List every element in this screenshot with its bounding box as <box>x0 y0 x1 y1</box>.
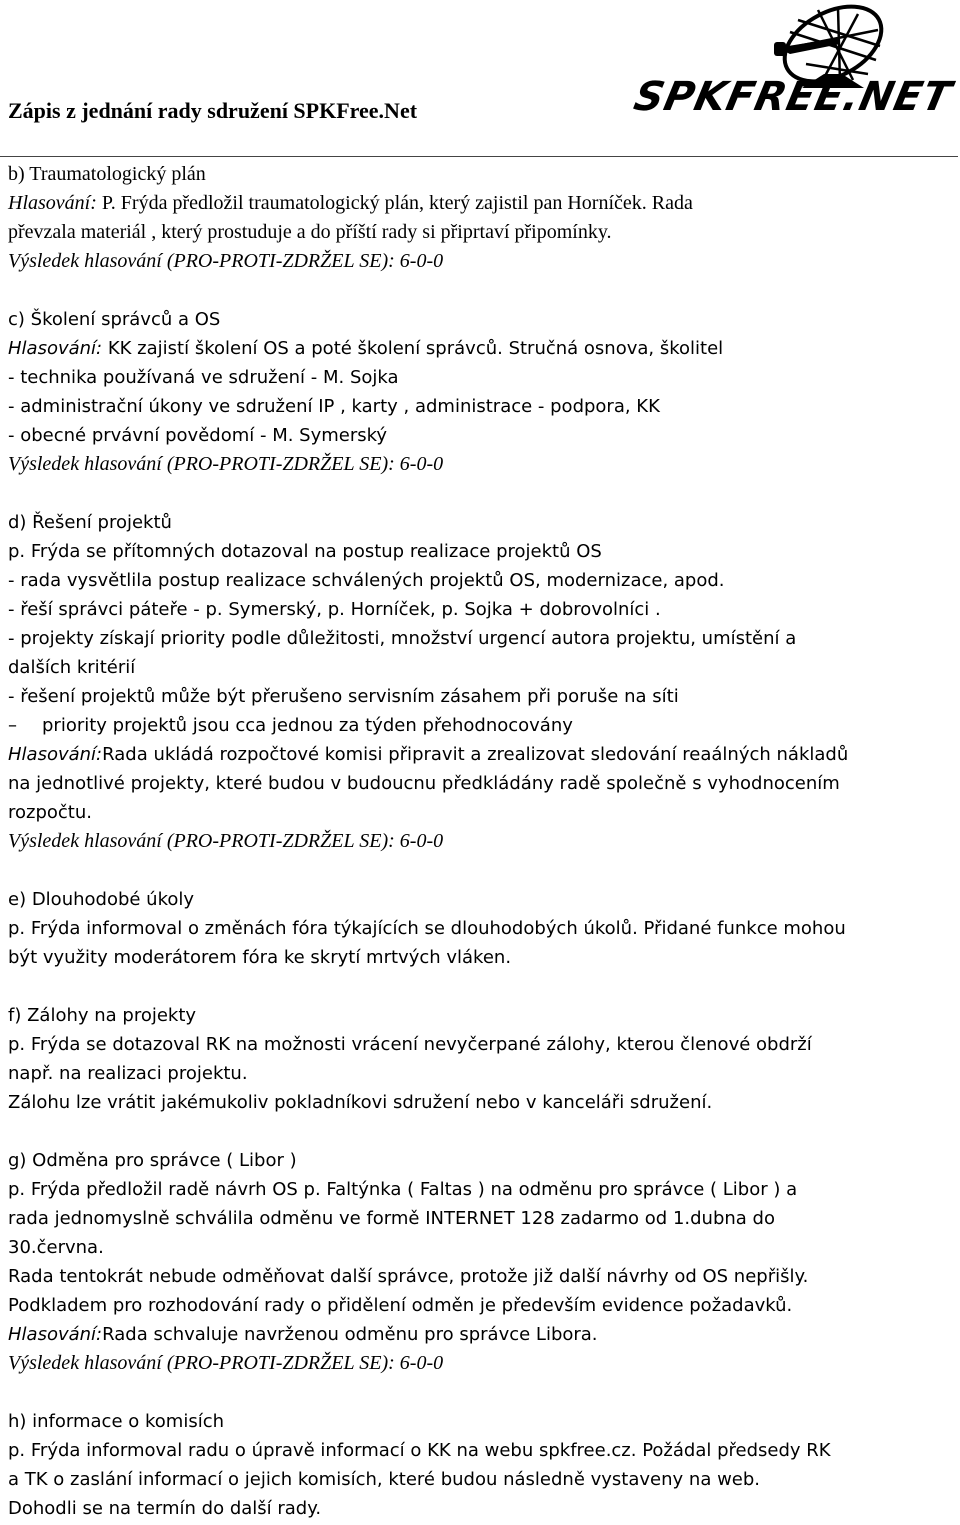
section-d-item-5 <box>8 711 953 740</box>
section-h-text-1: p. Frýda informoval radu o úpravě informací o KK na webu spkfree.cz. Požádal předsedy RK <box>8 1440 831 1461</box>
section-h-text-3: Dohodli se na termín do další rady. <box>8 1498 322 1519</box>
section-d-vote-result: Výsledek hlasování (PRO-PROTI-ZDRŽEL SE): 6-0-0 <box>8 830 444 852</box>
section-f-text-3: Zálohu lze vrátit jakémukoliv pokladníkovi sdružení nebo v kanceláři sdružení. <box>8 1092 713 1113</box>
section-g-text-4: Rada tentokrát nebude odměňovat další správce, protože již další návrhy od OS nepřišly. <box>8 1266 809 1287</box>
section-c-heading: c) Školení správců a OS <box>8 309 221 330</box>
section-d-text-1: p. Frýda se přítomných dotazoval na postup realizace projektů OS <box>8 541 602 562</box>
section-d-item-2: - řeší správci páteře - p. Symerský, p. Horníček, p. Sojka + dobrovolníci . <box>8 599 661 620</box>
section-b-text-1 <box>8 189 953 218</box>
page-header <box>0 0 960 160</box>
section-d-item-3a: - projekty získají priority podle důležitosti, množství urgencí autora projektu, umístění a <box>8 628 797 649</box>
vote-label: Hlasování: <box>8 338 103 359</box>
section-f-text-2: např. na realizaci projektu. <box>8 1063 248 1084</box>
document-title: Zápis z jednání rady sdružení SPKFree.Net <box>8 98 418 123</box>
section-c-item-2: - administrační úkony ve sdružení IP , karty , administrace - podpora, KK <box>8 396 660 417</box>
spacer <box>8 1378 953 1407</box>
spacer <box>8 276 953 305</box>
section-g-heading: g) Odměna pro správce ( Libor ) <box>8 1150 297 1171</box>
section-g-text-2: rada jednomyslně schválila odměnu ve formě INTERNET 128 zadarmo od 1.dubna do <box>8 1208 775 1229</box>
section-d-heading: d) Řešení projektů <box>8 512 172 533</box>
section-b-heading: b) Traumatologický plán <box>8 163 206 185</box>
section-g-text-1: p. Frýda předložil radě návrh OS p. Faltýnka ( Faltas ) na odměnu pro správce ( Libor ) a <box>8 1179 798 1200</box>
spacer <box>8 479 953 508</box>
section-f-text-1: p. Frýda se dotazoval RK na možnosti vrácení nevyčerpané zálohy, kterou členové obdrží <box>8 1034 812 1055</box>
spkfree-logo <box>628 2 958 124</box>
section-c-vote-result: Výsledek hlasování (PRO-PROTI-ZDRŽEL SE): 6-0-0 <box>8 453 444 475</box>
section-c-item-1: - technika používaná ve sdružení - M. Sojka <box>8 367 399 388</box>
section-h-heading: h) informace o komisích <box>8 1411 224 1432</box>
section-d-vote-2: na jednotlivé projekty, které budou v budoucnu předkládány radě společně s vyhodnocením <box>8 773 840 794</box>
vote-label: Hlasování: <box>8 192 97 214</box>
vote-label: Hlasování: <box>8 744 103 765</box>
logo-wordmark: SPKFREE.NET <box>630 74 956 120</box>
spacer <box>8 972 953 1001</box>
section-c-text-1 <box>8 334 953 363</box>
dash-bullet: – <box>8 715 17 736</box>
section-g-text-3: 30.června. <box>8 1237 104 1258</box>
section-e-heading: e) Dlouhodobé úkoly <box>8 889 195 910</box>
section-d-item-1: - rada vysvětlila postup realizace schválených projektů OS, modernizace, apod. <box>8 570 725 591</box>
text: Rada schvaluje navrženou odměnu pro správce Libora. <box>102 1324 598 1345</box>
minutes-body <box>8 160 953 1523</box>
text: Rada ukládá rozpočtové komisi připravit a zrealizovat sledování reaálných nákladů <box>102 744 849 765</box>
section-d-vote-1 <box>8 740 953 769</box>
section-g-text-5: Podkladem pro rozhodování rady o přidělení odměn je především evidence požadavků. <box>8 1295 793 1316</box>
section-d-item-3b: dalších kritérií <box>8 657 136 678</box>
section-e-text-2: být využity moderátorem fóra ke skrytí mrtvých vláken. <box>8 947 512 968</box>
section-c-item-3: - obecné prvávní povědomí - M. Symerský <box>8 425 388 446</box>
text: P. Frýda předložil traumatologický plán, který zajistil pan Horníček. Rada <box>96 192 693 214</box>
section-h-text-2: a TK o zaslání informací o jejich komisích, které budou následně vystaveny na web. <box>8 1469 761 1490</box>
section-g-vote-result: Výsledek hlasování (PRO-PROTI-ZDRŽEL SE): 6-0-0 <box>8 1352 444 1374</box>
vote-label: Hlasování: <box>8 1324 103 1345</box>
section-g-vote-1 <box>8 1320 953 1349</box>
section-d-item-4: - řešení projektů může být přerušeno servisním zásahem při poruše na síti <box>8 686 679 707</box>
spacer <box>8 1117 953 1146</box>
text: KK zajistí školení OS a poté školení správců. Stručná osnova, školitel <box>102 338 724 359</box>
section-b-vote-result: Výsledek hlasování (PRO-PROTI-ZDRŽEL SE): 6-0-0 <box>8 250 444 272</box>
text: priority projektů jsou cca jednou za týden přehodnocovány <box>42 715 573 736</box>
section-b-text-2: převzala materiál , který prostuduje a do příští rady si připrtaví připomínky. <box>8 221 612 243</box>
header-divider <box>0 156 958 157</box>
section-d-vote-3: rozpočtu. <box>8 802 92 823</box>
spacer <box>8 856 953 885</box>
section-e-text-1: p. Frýda informoval o změnách fóra týkajících se dlouhodobých úkolů. Přidané funkce mohou <box>8 918 846 939</box>
section-f-heading: f) Zálohy na projekty <box>8 1005 197 1026</box>
